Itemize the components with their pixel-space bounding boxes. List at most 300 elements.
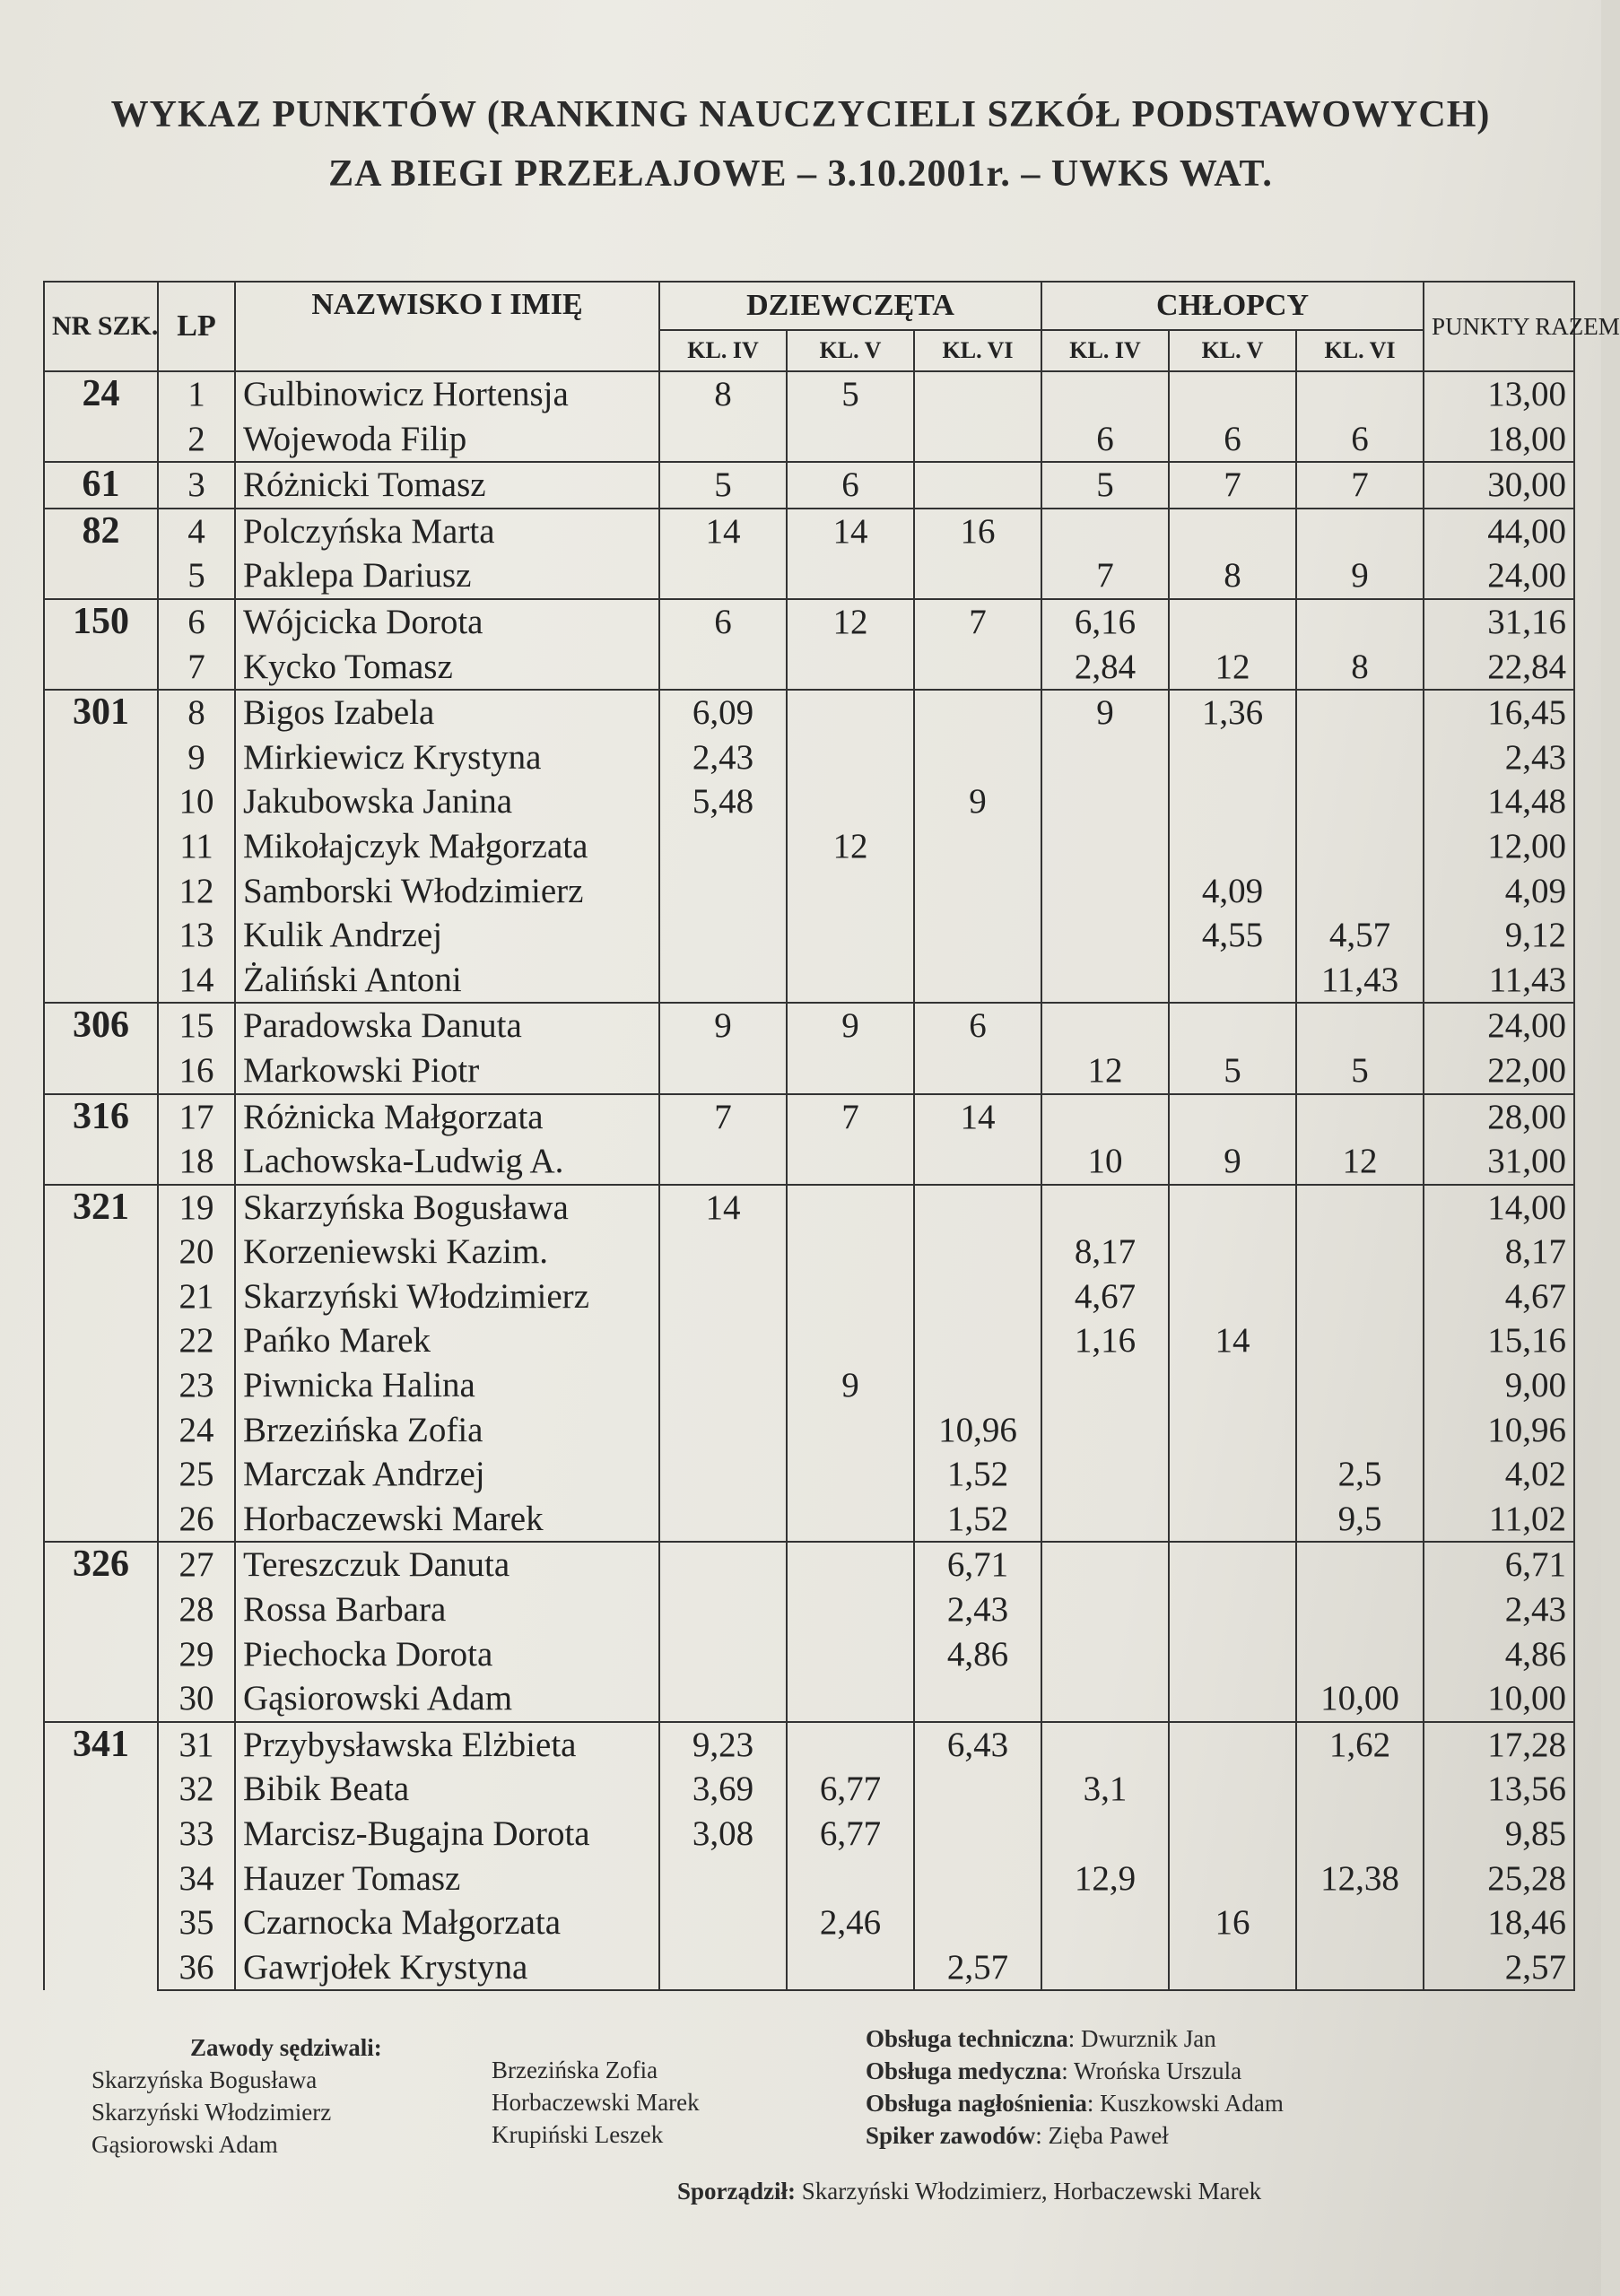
points-b6 <box>1296 1945 1424 1991</box>
points-b6 <box>1296 1408 1424 1453</box>
school-number: 306 <box>44 1003 158 1093</box>
points-total: 2,43 <box>1424 1587 1574 1632</box>
title-line-2: ZA BIEGI PRZEŁAJOWE – 3.10.2001r. – UWKS WAT. <box>328 153 1273 195</box>
teacher-name: Wójcicka Dorota <box>235 599 659 645</box>
points-g5 <box>787 1587 914 1632</box>
row-number: 19 <box>158 1185 235 1231</box>
teacher-name: Marcisz-Bugajna Dorota <box>235 1812 659 1857</box>
points-b6: 11,43 <box>1296 958 1424 1004</box>
points-b6: 12,38 <box>1296 1857 1424 1901</box>
points-g4: 5 <box>659 462 787 509</box>
points-b4: 2,84 <box>1041 645 1169 691</box>
table-row <box>44 1003 1574 1048</box>
row-number: 3 <box>158 462 235 509</box>
points-g5 <box>787 735 914 780</box>
row-number: 26 <box>158 1497 235 1543</box>
staff-line: Obsługa nagłośnienia: Kuszkowski Adam <box>866 2090 1284 2117</box>
row-number: 2 <box>158 417 235 463</box>
points-b4 <box>1041 1185 1169 1231</box>
points-g6 <box>914 958 1041 1004</box>
points-b4 <box>1041 1945 1169 1991</box>
points-g6 <box>914 462 1041 509</box>
staff-label: Obsługa nagłośnienia <box>866 2090 1087 2117</box>
points-b4 <box>1041 1363 1169 1408</box>
points-g6 <box>914 1676 1041 1722</box>
teacher-name: Brzezińska Zofia <box>235 1408 659 1453</box>
points-g4 <box>659 1945 787 1991</box>
points-g5: 5 <box>787 371 914 417</box>
staff-block <box>866 2022 1284 2152</box>
points-b5: 4,55 <box>1169 913 1296 958</box>
table-row <box>44 824 1574 869</box>
points-b5: 5 <box>1169 1048 1296 1094</box>
points-total: 4,09 <box>1424 869 1574 914</box>
points-g4 <box>659 553 787 599</box>
points-g6 <box>914 824 1041 869</box>
staff-label: Obsługa medyczna <box>866 2057 1062 2084</box>
points-b4 <box>1041 371 1169 417</box>
points-g6: 14 <box>914 1094 1041 1140</box>
points-g4 <box>659 1497 787 1543</box>
points-b5 <box>1169 1767 1296 1812</box>
points-b5 <box>1169 1812 1296 1857</box>
points-g5 <box>787 1408 914 1453</box>
points-g6 <box>914 1048 1041 1094</box>
points-g4 <box>659 1900 787 1945</box>
points-g6 <box>914 371 1041 417</box>
points-b4 <box>1041 1452 1169 1497</box>
staff-line: Spiker zawodów: Zięba Paweł <box>866 2122 1169 2149</box>
points-total: 24,00 <box>1424 553 1574 599</box>
points-b5: 8 <box>1169 553 1296 599</box>
points-total: 13,56 <box>1424 1767 1574 1812</box>
points-g4: 7 <box>659 1094 787 1140</box>
school-number: 82 <box>44 509 158 599</box>
row-number: 15 <box>158 1003 235 1048</box>
points-b5 <box>1169 1003 1296 1048</box>
row-number: 12 <box>158 869 235 914</box>
points-g5: 12 <box>787 599 914 645</box>
points-g4 <box>659 1452 787 1497</box>
school-number: 24 <box>44 371 158 462</box>
points-b4 <box>1041 1542 1169 1587</box>
points-b4 <box>1041 1632 1169 1677</box>
staff-label: Spiker zawodów <box>866 2122 1036 2149</box>
points-b6: 4,57 <box>1296 913 1424 958</box>
table-row <box>44 1048 1574 1094</box>
row-number: 33 <box>158 1812 235 1857</box>
points-b5: 16 <box>1169 1900 1296 1945</box>
points-b5: 7 <box>1169 462 1296 509</box>
points-b5 <box>1169 1230 1296 1274</box>
judges-block <box>91 2031 382 2161</box>
points-g6: 6,71 <box>914 1542 1041 1587</box>
table-row <box>44 1676 1574 1722</box>
judge-name: Skarzyński Włodzimierz <box>91 2099 332 2126</box>
points-g6: 7 <box>914 599 1041 645</box>
points-total: 28,00 <box>1424 1094 1574 1140</box>
points-b4: 12,9 <box>1041 1857 1169 1901</box>
points-b5 <box>1169 958 1296 1004</box>
points-total: 31,16 <box>1424 599 1574 645</box>
header-nr: NR SZK. <box>44 282 158 371</box>
points-b5: 1,36 <box>1169 690 1296 735</box>
points-b4 <box>1041 1003 1169 1048</box>
points-b5: 6 <box>1169 417 1296 463</box>
table-row <box>44 1363 1574 1408</box>
points-g4 <box>659 1048 787 1094</box>
judge-name: Brzezińska Zofia <box>492 2057 658 2083</box>
row-number: 25 <box>158 1452 235 1497</box>
points-b5 <box>1169 1722 1296 1768</box>
points-g5 <box>787 553 914 599</box>
points-total: 30,00 <box>1424 462 1574 509</box>
points-b5 <box>1169 509 1296 554</box>
teacher-name: Bigos Izabela <box>235 690 659 735</box>
points-b4: 5 <box>1041 462 1169 509</box>
points-b4 <box>1041 1408 1169 1453</box>
row-number: 8 <box>158 690 235 735</box>
staff-line: Obsługa medyczna: Wrońska Urszula <box>866 2057 1242 2084</box>
points-b6 <box>1296 1230 1424 1274</box>
points-b4: 6 <box>1041 417 1169 463</box>
points-g4 <box>659 1318 787 1363</box>
points-b4 <box>1041 1497 1169 1543</box>
header-class: KL. V <box>1169 330 1296 371</box>
points-b6 <box>1296 1587 1424 1632</box>
points-g5: 7 <box>787 1094 914 1140</box>
points-b6 <box>1296 779 1424 824</box>
points-total: 11,02 <box>1424 1497 1574 1543</box>
points-b6 <box>1296 1900 1424 1945</box>
judge-name: Skarzyńska Bogusława <box>91 2066 318 2093</box>
points-g6 <box>914 1318 1041 1363</box>
points-b4: 4,67 <box>1041 1274 1169 1319</box>
points-b5 <box>1169 1408 1296 1453</box>
ranking-table <box>43 281 1620 1991</box>
points-b5 <box>1169 1274 1296 1319</box>
school-number: 301 <box>44 690 158 1003</box>
table-row <box>44 1318 1574 1363</box>
points-g4: 2,43 <box>659 735 787 780</box>
row-number: 31 <box>158 1722 235 1768</box>
teacher-name: Marczak Andrzej <box>235 1452 659 1497</box>
points-total: 2,43 <box>1424 735 1574 780</box>
teacher-name: Hauzer Tomasz <box>235 1857 659 1901</box>
table-row <box>44 1139 1574 1185</box>
row-number: 35 <box>158 1900 235 1945</box>
points-g6 <box>914 1812 1041 1857</box>
row-number: 10 <box>158 779 235 824</box>
points-total: 44,00 <box>1424 509 1574 554</box>
staff-value: Wrońska Urszula <box>1074 2057 1242 2084</box>
points-total: 10,00 <box>1424 1676 1574 1722</box>
points-g6 <box>914 553 1041 599</box>
points-b4 <box>1041 779 1169 824</box>
table-row <box>44 1945 1574 1991</box>
points-b6 <box>1296 690 1424 735</box>
header-total: PUNKTY RAZEM <box>1424 282 1574 371</box>
teacher-name: Rossa Barbara <box>235 1587 659 1632</box>
prepared-value: Skarzyński Włodzimierz, Horbaczewski Marek <box>801 2178 1262 2205</box>
table-row <box>44 1767 1574 1812</box>
school-number: 150 <box>44 599 158 690</box>
teacher-name: Różnicki Tomasz <box>235 462 659 509</box>
row-number: 4 <box>158 509 235 554</box>
table-row <box>44 1857 1574 1901</box>
points-b6 <box>1296 1363 1424 1408</box>
points-b6 <box>1296 1812 1424 1857</box>
points-b5: 4,09 <box>1169 869 1296 914</box>
points-b4: 1,16 <box>1041 1318 1169 1363</box>
points-g6: 1,52 <box>914 1497 1041 1543</box>
points-g6 <box>914 869 1041 914</box>
points-b6: 8 <box>1296 645 1424 691</box>
points-g6 <box>914 1767 1041 1812</box>
points-g5: 6,77 <box>787 1767 914 1812</box>
points-g6 <box>914 1363 1041 1408</box>
staff-line: Obsługa techniczna: Dwurznik Jan <box>866 2025 1216 2052</box>
row-number: 28 <box>158 1587 235 1632</box>
points-b6: 9 <box>1296 553 1424 599</box>
header-class: KL. V <box>787 330 914 371</box>
points-b4 <box>1041 1812 1169 1857</box>
teacher-name: Żaliński Antoni <box>235 958 659 1004</box>
teacher-name: Lachowska-Ludwig A. <box>235 1139 659 1185</box>
row-number: 30 <box>158 1676 235 1722</box>
staff-label: Obsługa techniczna <box>866 2025 1068 2052</box>
points-b4: 9 <box>1041 690 1169 735</box>
points-g5 <box>787 417 914 463</box>
points-g4 <box>659 1587 787 1632</box>
points-g6 <box>914 1230 1041 1274</box>
table-row <box>44 1274 1574 1319</box>
points-g6 <box>914 417 1041 463</box>
points-b4 <box>1041 1900 1169 1945</box>
points-b6 <box>1296 1632 1424 1677</box>
points-g5: 9 <box>787 1363 914 1408</box>
table-row <box>44 417 1574 463</box>
points-g4 <box>659 1408 787 1453</box>
points-total: 9,12 <box>1424 913 1574 958</box>
points-b6 <box>1296 509 1424 554</box>
judges-title: Zawody sędziwali: <box>190 2034 382 2061</box>
points-b6: 2,5 <box>1296 1452 1424 1497</box>
points-b5 <box>1169 1632 1296 1677</box>
points-g5 <box>787 913 914 958</box>
points-total: 22,84 <box>1424 645 1574 691</box>
points-total: 25,28 <box>1424 1857 1574 1901</box>
points-total: 12,00 <box>1424 824 1574 869</box>
points-g6 <box>914 1185 1041 1231</box>
points-total: 4,86 <box>1424 1632 1574 1677</box>
points-g6: 4,86 <box>914 1632 1041 1677</box>
points-g5 <box>787 1452 914 1497</box>
teacher-name: Bibik Beata <box>235 1767 659 1812</box>
points-b5 <box>1169 824 1296 869</box>
teacher-name: Korzeniewski Kazim. <box>235 1230 659 1274</box>
points-b6 <box>1296 1094 1424 1140</box>
header-lp: LP <box>158 282 235 371</box>
points-b6: 10,00 <box>1296 1676 1424 1722</box>
points-total: 17,28 <box>1424 1722 1574 1768</box>
points-g4: 5,48 <box>659 779 787 824</box>
points-total: 2,57 <box>1424 1945 1574 1991</box>
points-g4: 9 <box>659 1003 787 1048</box>
teacher-name: Polczyńska Marta <box>235 509 659 554</box>
points-b4 <box>1041 824 1169 869</box>
points-g4: 14 <box>659 509 787 554</box>
table-row <box>44 1452 1574 1497</box>
points-g4 <box>659 1542 787 1587</box>
row-number: 16 <box>158 1048 235 1094</box>
points-b6 <box>1296 599 1424 645</box>
points-b6: 9,5 <box>1296 1497 1424 1543</box>
points-g4: 8 <box>659 371 787 417</box>
points-total: 14,00 <box>1424 1185 1574 1231</box>
points-b6 <box>1296 371 1424 417</box>
school-number: 326 <box>44 1542 158 1721</box>
points-g4 <box>659 913 787 958</box>
points-g6 <box>914 1274 1041 1319</box>
header-class: KL. VI <box>1296 330 1424 371</box>
points-b5: 12 <box>1169 645 1296 691</box>
row-number: 22 <box>158 1318 235 1363</box>
points-g5 <box>787 1722 914 1768</box>
teacher-name: Mirkiewicz Krystyna <box>235 735 659 780</box>
row-number: 9 <box>158 735 235 780</box>
points-b6: 1,62 <box>1296 1722 1424 1768</box>
header-name: NAZWISKO I IMIĘ <box>235 282 659 371</box>
points-g4 <box>659 645 787 691</box>
points-b5: 14 <box>1169 1318 1296 1363</box>
table-row <box>44 1408 1574 1453</box>
table-row <box>44 779 1574 824</box>
teacher-name: Paklepa Dariusz <box>235 553 659 599</box>
points-b6 <box>1296 1542 1424 1587</box>
points-g5 <box>787 645 914 691</box>
points-g5: 6,77 <box>787 1812 914 1857</box>
points-b6 <box>1296 824 1424 869</box>
points-b5 <box>1169 735 1296 780</box>
teacher-name: Piechocka Dorota <box>235 1632 659 1677</box>
prepared-by <box>677 2175 1261 2207</box>
table-row <box>44 690 1574 735</box>
points-g4: 3,08 <box>659 1812 787 1857</box>
row-number: 24 <box>158 1408 235 1453</box>
teacher-name: Różnicka Małgorzata <box>235 1094 659 1140</box>
points-b6 <box>1296 1318 1424 1363</box>
points-g5 <box>787 1274 914 1319</box>
table-row <box>44 735 1574 780</box>
points-b6: 7 <box>1296 462 1424 509</box>
document-title <box>54 85 1547 204</box>
points-g6: 6 <box>914 1003 1041 1048</box>
points-g5 <box>787 1497 914 1543</box>
points-b5 <box>1169 1857 1296 1901</box>
prepared-label: Sporządził: <box>677 2178 796 2205</box>
header-class: KL. VI <box>914 330 1041 371</box>
points-b4 <box>1041 1722 1169 1768</box>
points-b5 <box>1169 1094 1296 1140</box>
points-g5 <box>787 1185 914 1231</box>
points-g5 <box>787 779 914 824</box>
points-g5 <box>787 1676 914 1722</box>
points-g4 <box>659 417 787 463</box>
teacher-name: Wojewoda Filip <box>235 417 659 463</box>
points-b6 <box>1296 735 1424 780</box>
points-total: 6,71 <box>1424 1542 1574 1587</box>
points-b4 <box>1041 1587 1169 1632</box>
row-number: 21 <box>158 1274 235 1319</box>
points-b4: 12 <box>1041 1048 1169 1094</box>
points-total: 10,96 <box>1424 1408 1574 1453</box>
points-b4: 6,16 <box>1041 599 1169 645</box>
points-b4 <box>1041 913 1169 958</box>
staff-value: Dwurznik Jan <box>1081 2025 1216 2052</box>
points-total: 16,45 <box>1424 690 1574 735</box>
row-number: 18 <box>158 1139 235 1185</box>
teacher-name: Gawrjołek Krystyna <box>235 1945 659 1991</box>
teacher-name: Skarzyńska Bogusława <box>235 1185 659 1231</box>
row-number: 6 <box>158 599 235 645</box>
points-b5 <box>1169 1542 1296 1587</box>
staff-value: Zięba Paweł <box>1048 2122 1169 2149</box>
header-girls: DZIEWCZĘTA <box>659 282 1041 330</box>
points-g5 <box>787 1857 914 1901</box>
points-total: 13,00 <box>1424 371 1574 417</box>
points-g6: 6,43 <box>914 1722 1041 1768</box>
school-number: 61 <box>44 462 158 509</box>
row-number: 17 <box>158 1094 235 1140</box>
header-boys: CHŁOPCY <box>1041 282 1424 330</box>
table-row <box>44 1185 1574 1231</box>
table-row <box>44 599 1574 645</box>
points-g5 <box>787 1945 914 1991</box>
points-b4 <box>1041 958 1169 1004</box>
teacher-name: Gąsiorowski Adam <box>235 1676 659 1722</box>
points-b4 <box>1041 1676 1169 1722</box>
points-b4 <box>1041 509 1169 554</box>
row-number: 36 <box>158 1945 235 1991</box>
points-g4 <box>659 1676 787 1722</box>
points-g4: 6 <box>659 599 787 645</box>
points-b6 <box>1296 1185 1424 1231</box>
teacher-name: Kycko Tomasz <box>235 645 659 691</box>
points-b6: 6 <box>1296 417 1424 463</box>
teacher-name: Paradowska Danuta <box>235 1003 659 1048</box>
points-b5 <box>1169 1945 1296 1991</box>
row-number: 32 <box>158 1767 235 1812</box>
points-g6: 2,43 <box>914 1587 1041 1632</box>
points-g4: 3,69 <box>659 1767 787 1812</box>
points-g4: 9,23 <box>659 1722 787 1768</box>
table-row <box>44 1900 1574 1945</box>
points-g5 <box>787 1632 914 1677</box>
points-total: 18,00 <box>1424 417 1574 463</box>
points-g5: 12 <box>787 824 914 869</box>
table-row <box>44 958 1574 1004</box>
points-b5 <box>1169 1185 1296 1231</box>
school-number: 321 <box>44 1185 158 1543</box>
staff-value: Kuszkowski Adam <box>1100 2090 1284 2117</box>
points-b6 <box>1296 1274 1424 1319</box>
points-b4: 10 <box>1041 1139 1169 1185</box>
points-total: 18,46 <box>1424 1900 1574 1945</box>
points-g6 <box>914 1857 1041 1901</box>
row-number: 34 <box>158 1857 235 1901</box>
table-row <box>44 509 1574 554</box>
